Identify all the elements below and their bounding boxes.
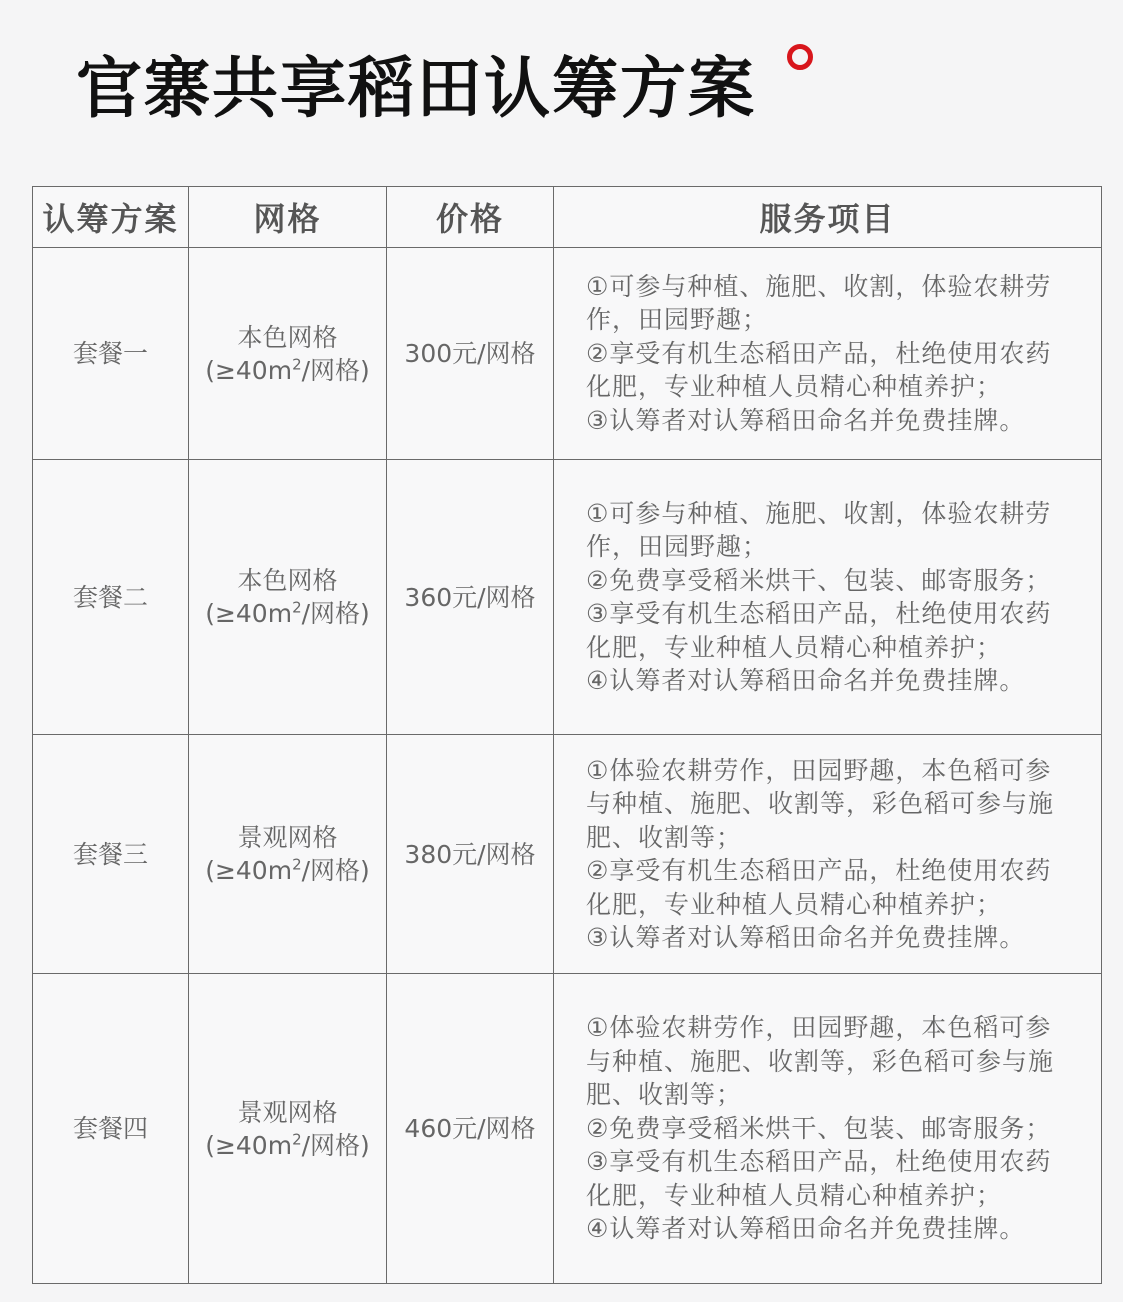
services-cell [554, 735, 1102, 974]
service-item: ②免费享受稻米烘干、包装、邮寄服务； [586, 1113, 1052, 1143]
service-item: ①体验农耕劳作，田园野趣，本色稻可参与种植、施肥、收割等，彩色稻可参与施肥、收割等； [586, 1013, 1055, 1110]
page-title: 官寨共享稻田认筹方案 [76, 50, 756, 127]
grid-cell [189, 248, 387, 460]
price: 360元/网格 [387, 460, 554, 735]
grid-cell [189, 974, 387, 1284]
header-services: 服务项目 [554, 187, 1102, 248]
grid-name: 景观网格 [237, 1097, 338, 1127]
service-item: ④认筹者对认筹稻田命名并免费挂牌。 [586, 1214, 1026, 1244]
grid-cell [189, 735, 387, 974]
service-item: ②免费享受稻米烘干、包装、邮寄服务； [586, 565, 1052, 595]
grid-area: ($\ge 40m^2/$网格) [205, 355, 370, 385]
service-item: ②享受有机生态稻田产品，杜绝使用农药化肥，专业种植人员精心种植养护； [586, 338, 1052, 402]
service-item: ④认筹者对认筹稻田命名并免费挂牌。 [586, 666, 1026, 695]
grid-area: ($\ge 40m^2/$网格) [205, 598, 370, 628]
table-header-row [33, 187, 1102, 248]
header-price: 价格 [387, 187, 554, 248]
service-item: ①可参与种植、施肥、收割，体验农耕劳作，田园野趣； [586, 498, 1052, 561]
header-grid: 网格 [189, 187, 387, 248]
services-cell [554, 974, 1102, 1284]
service-item: ③享受有机生态稻田产品，杜绝使用农药化肥，专业种植人员精心种植养护； [586, 1147, 1052, 1210]
grid-cell [189, 460, 387, 735]
table-row [33, 460, 1102, 735]
service-item: ③享受有机生态稻田产品，杜绝使用农药化肥，专业种植人员精心种植养护； [586, 599, 1052, 662]
price: 460元/网格 [387, 974, 554, 1284]
header-plan: 认筹方案 [33, 187, 189, 248]
table-row [33, 974, 1102, 1284]
grid-name: 本色网格 [237, 322, 338, 352]
subscription-plans-table [32, 186, 1102, 1284]
services-cell [554, 248, 1102, 460]
service-item: ③认筹者对认筹稻田命名并免费挂牌。 [586, 405, 1026, 435]
price: 380元/网格 [387, 735, 554, 974]
services-cell [554, 460, 1102, 735]
table-row [33, 248, 1102, 460]
plan-name: 套餐三 [33, 735, 189, 974]
grid-name: 本色网格 [237, 566, 338, 595]
record-indicator-icon [787, 44, 813, 70]
table-row [33, 735, 1102, 974]
plan-name: 套餐二 [33, 460, 189, 735]
service-item: ③认筹者对认筹稻田命名并免费挂牌。 [586, 923, 1026, 952]
plan-name: 套餐四 [33, 974, 189, 1284]
service-item: ②享受有机生态稻田产品，杜绝使用农药化肥，专业种植人员精心种植养护； [586, 856, 1052, 919]
price: 300元/网格 [387, 248, 554, 460]
plan-name: 套餐一 [33, 248, 189, 460]
service-item: ①体验农耕劳作，田园野趣，本色稻可参与种植、施肥、收割等，彩色稻可参与施肥、收割等； [586, 755, 1055, 852]
service-item: ①可参与种植、施肥、收割，体验农耕劳作，田园野趣； [586, 271, 1052, 335]
grid-area: ($\ge 40m^2/$网格) [205, 1130, 370, 1160]
grid-area: ($\ge 40m^2/$网格) [205, 855, 370, 885]
grid-name: 景观网格 [237, 823, 338, 852]
